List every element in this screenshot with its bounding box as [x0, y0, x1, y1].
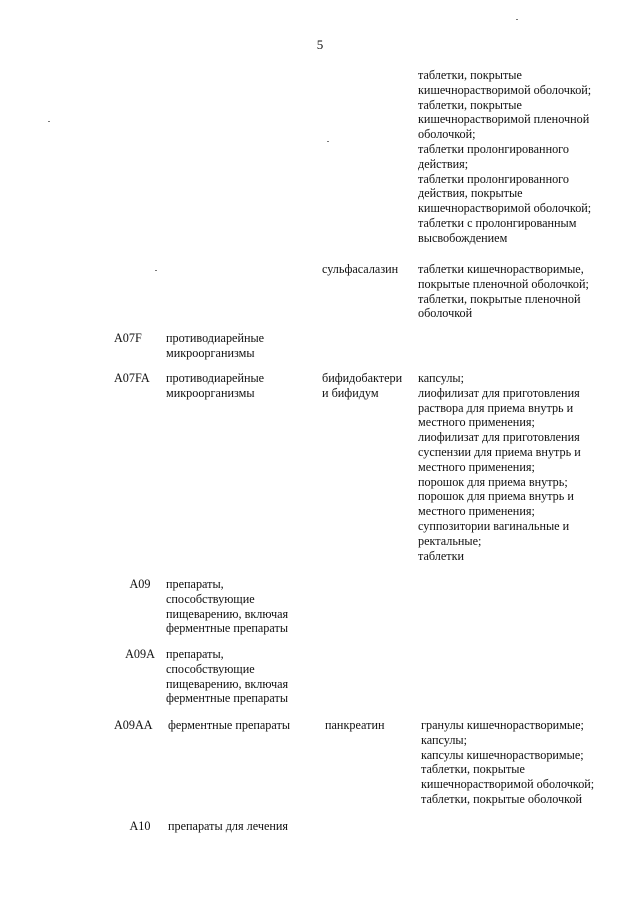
- scan-speck: [155, 270, 157, 271]
- atc-group-line: способствующие: [166, 591, 255, 606]
- atc-group-line: ферментные препараты: [166, 691, 289, 706]
- dosage-form-line: таблетки, покрытые пленочной: [418, 291, 581, 306]
- dosage-form-line: таблетки пролонгированного: [418, 141, 569, 156]
- dosage-form-line: местного применения;: [418, 459, 535, 474]
- drug-name-line: панкреатин: [325, 718, 385, 732]
- atc-group-line: ферментные препараты: [168, 718, 291, 732]
- drug-name-cell: [322, 262, 418, 277]
- dosage-form-line: местного применения;: [418, 415, 535, 430]
- atc-group-cell: [166, 331, 316, 361]
- dosage-form-line: таблетки, покрытые: [418, 68, 522, 82]
- dosage-form-line: кишечнорастворимой пленочной: [418, 112, 590, 127]
- dosage-form-line: покрытые пленочной оболочкой;: [418, 276, 589, 291]
- dosage-form-line: оболочкой;: [418, 127, 476, 142]
- dosage-form-line: местного применения;: [418, 504, 535, 519]
- dosage-form-line: капсулы;: [421, 732, 467, 747]
- atc-group-cell: [166, 577, 316, 636]
- dosage-form-line: ректальные;: [418, 533, 482, 548]
- scan-speck: [48, 121, 50, 122]
- dosage-form-line: действия, покрытые: [418, 186, 523, 201]
- atc-group-cell: [166, 647, 316, 706]
- dosage-form-line: порошок для приема внутрь;: [418, 474, 568, 489]
- atc-code: A09AA: [114, 718, 153, 732]
- dosage-form-line: гранулы кишечнорастворимые;: [421, 718, 584, 732]
- dosage-form-line: суппозитории вагинальные и: [418, 518, 570, 533]
- dosage-form-line: таблетки с пролонгированным: [418, 215, 577, 230]
- dosage-form-line: порошок для приема внутрь и: [418, 489, 574, 504]
- atc-group-line: пищеварению, включая: [166, 676, 289, 691]
- atc-group-line: противодиарейные: [166, 331, 265, 345]
- page-number: 5: [316, 37, 324, 52]
- dosage-forms-cell: [418, 262, 614, 321]
- dosage-form-line: капсулы;: [418, 371, 464, 385]
- scan-speck: [327, 141, 329, 142]
- dosage-form-line: таблетки, покрытые: [421, 762, 525, 777]
- dosage-form-line: таблетки, покрытые оболочкой: [421, 791, 583, 806]
- dosage-form-line: оболочкой: [418, 306, 473, 321]
- dosage-form-line: действия;: [418, 156, 469, 171]
- atc-group-cell: [168, 819, 318, 834]
- atc-group-cell: [166, 371, 316, 401]
- drug-name-line: сульфасалазин: [322, 262, 399, 276]
- dosage-form-line: лиофилизат для приготовления: [418, 385, 580, 400]
- dosage-form-line: кишечнорастворимой оболочкой;: [418, 82, 592, 97]
- dosage-form-line: лиофилизат для приготовления: [418, 430, 580, 445]
- dosage-forms-cell: [421, 718, 621, 807]
- drug-name-line: бифидобактери: [322, 371, 403, 385]
- drug-name-cell: [325, 718, 421, 733]
- dosage-form-line: раствора для приема внутрь и: [418, 400, 574, 415]
- dosage-form-line: кишечнорастворимой оболочкой;: [421, 777, 595, 792]
- atc-code: A10: [129, 819, 151, 833]
- dosage-forms-cell: [418, 371, 614, 563]
- dosage-forms-cell: [418, 68, 614, 246]
- dosage-form-line: кишечнорастворимой оболочкой;: [418, 201, 592, 216]
- atc-group-line: ферментные препараты: [166, 621, 289, 636]
- dosage-form-line: суспензии для приема внутрь и: [418, 444, 581, 459]
- atc-group-line: микроорганизмы: [166, 385, 255, 400]
- atc-group-line: препараты,: [166, 577, 224, 591]
- dosage-form-line: таблетки, покрытые: [418, 97, 522, 112]
- atc-code: A07F: [114, 331, 142, 345]
- atc-group-line: микроорганизмы: [166, 345, 255, 360]
- atc-group-cell: [168, 718, 318, 733]
- atc-code: A09: [129, 577, 151, 591]
- atc-group-line: способствующие: [166, 661, 255, 676]
- dosage-form-line: таблетки пролонгированного: [418, 171, 569, 186]
- atc-group-line: противодиарейные: [166, 371, 265, 385]
- atc-group-line: препараты,: [166, 647, 224, 661]
- dosage-form-line: капсулы кишечнорастворимые;: [421, 747, 584, 762]
- atc-code: A07FA: [114, 371, 150, 385]
- atc-group-line: пищеварению, включая: [166, 606, 289, 621]
- dosage-form-line: высвобождением: [418, 230, 508, 245]
- scan-speck: [516, 19, 518, 20]
- atc-group-line: препараты для лечения: [168, 819, 289, 833]
- drug-name-line: и бифидум: [322, 385, 379, 400]
- atc-code: A09A: [125, 647, 155, 661]
- dosage-form-line: таблетки: [418, 548, 465, 563]
- dosage-form-line: таблетки кишечнорастворимые,: [418, 262, 584, 276]
- drug-name-cell: [322, 371, 418, 401]
